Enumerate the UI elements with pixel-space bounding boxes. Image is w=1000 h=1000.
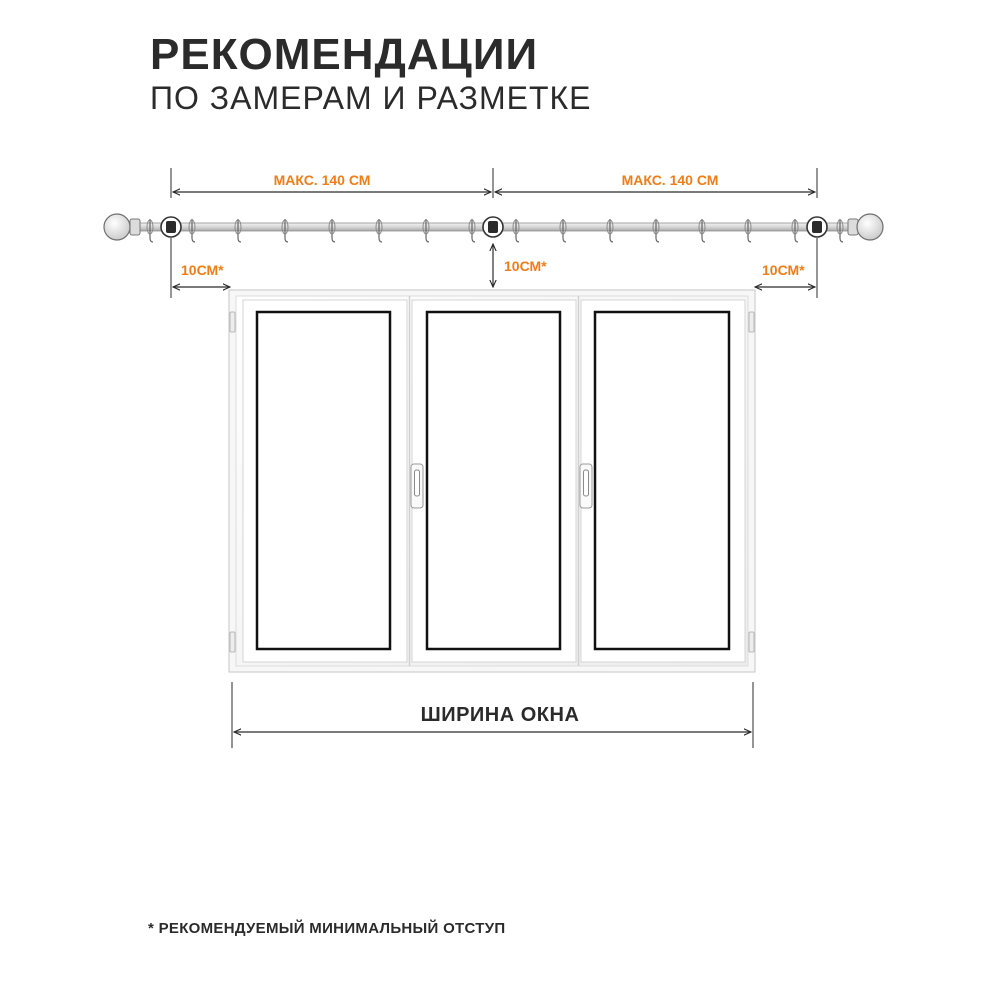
hinge-icon [230,312,235,332]
window-handle-icon [411,464,423,508]
right-offset-label: 10СМ* [762,262,805,278]
glass-pane-middle [427,312,560,649]
window [229,290,755,672]
hinge-icon [749,312,754,332]
rod-bracket-left [161,217,181,237]
rod-left-end-collar [130,219,140,235]
rod-bracket-right [807,217,827,237]
finial-right-icon [857,214,883,240]
right-span-label: МАКС. 140 СМ [621,172,719,188]
window-handle-icon [580,464,592,508]
curtain-rod [104,214,883,242]
hinge-icon [749,632,754,652]
center-offset-label: 10СМ* [504,258,547,274]
rod-bracket-center [483,217,503,237]
left-span-label: МАКС. 140 СМ [273,172,371,188]
page-subtitle: ПО ЗАМЕРАМ И РАЗМЕТКЕ [150,80,592,116]
page-title: РЕКОМЕНДАЦИИ [150,30,539,79]
hinge-icon [230,632,235,652]
window-width-label: ШИРИНА ОКНА [420,704,580,726]
footnote: * РЕКОМЕНДУЕМЫЙ МИНИМАЛЬНЫЙ ОТСТУП [148,920,506,937]
finial-left-icon [104,214,130,240]
left-offset-label: 10СМ* [181,262,224,278]
glass-pane-right [595,312,729,649]
glass-pane-left [257,312,390,649]
